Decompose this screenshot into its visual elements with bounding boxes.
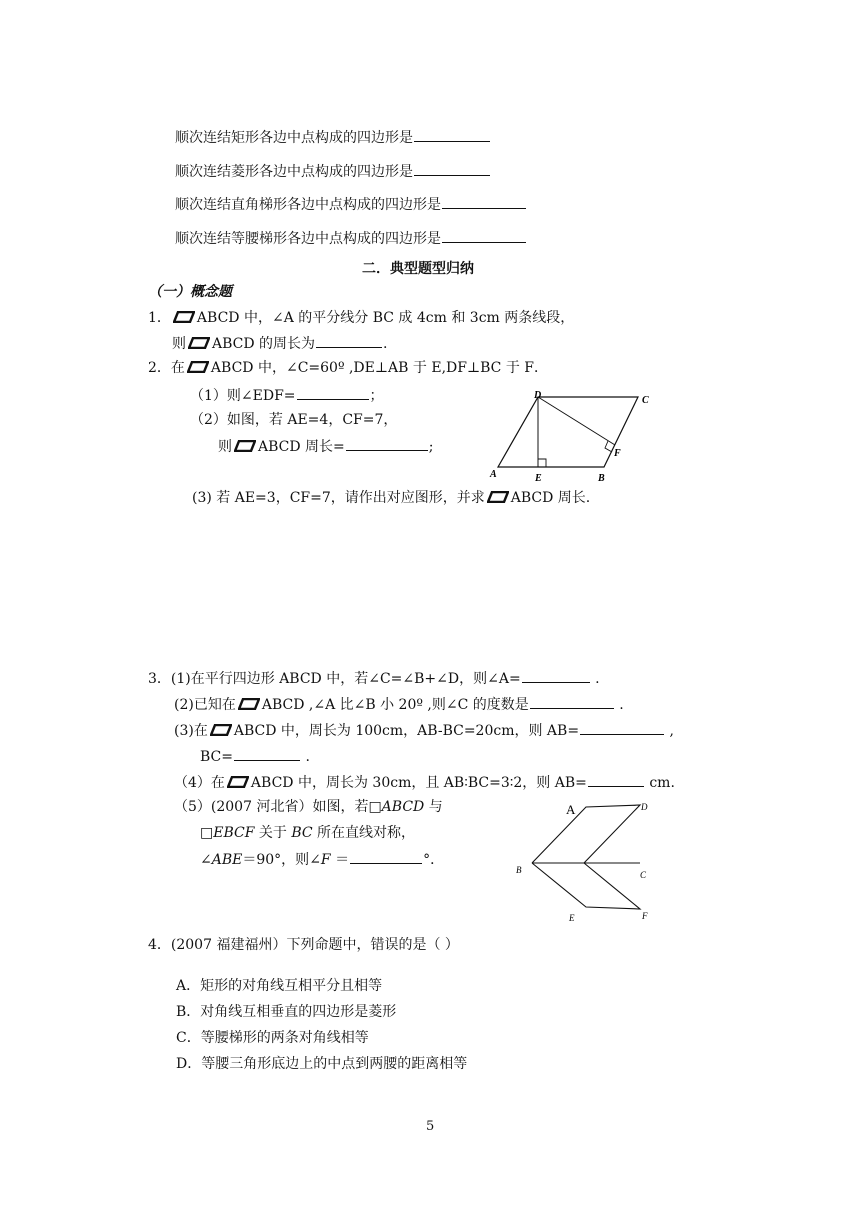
q3-part5-line1: （5）(2007 河北省）如图，若□ABCD 与 <box>174 799 443 815</box>
q4-option-a[interactable]: A．矩形的对角线互相平分且相等 <box>176 978 383 994</box>
q3-part1: 3．(1)在平行四边形 ABCD 中，若∠C=∠B+∠D，则∠A= . <box>148 668 600 689</box>
fill-line-right-trapezoid: 顺次连结直角梯形各边中点构成的四边形是 <box>175 194 527 215</box>
q4-stem: 4．(2007 福建福州）下列命题中，错误的是（ ） <box>148 937 459 953</box>
sub-heading: （一）概念题 <box>148 284 232 300</box>
answer-blank[interactable] <box>234 746 300 761</box>
answer-blank[interactable] <box>350 849 422 864</box>
q4-option-b[interactable]: B．对角线互相垂直的四边形是菱形 <box>176 1004 397 1020</box>
answer-blank[interactable] <box>442 228 526 243</box>
q1-line1: 1． ABCD 中，∠A 的平分线分 BC 成 4cm 和 3cm 两条线段， <box>148 310 575 326</box>
q2-part3: (3) 若 AE=3，CF=7，请作出对应图形，并求 ABCD 周长. <box>192 490 591 506</box>
q2-parallelogram-figure <box>480 385 660 490</box>
q2-part2: （2）如图，若 AE=4，CF=7， <box>190 412 398 428</box>
label-e: E <box>535 473 542 484</box>
parallelogram-icon <box>173 311 195 323</box>
parallelogram-icon <box>188 337 210 349</box>
answer-blank[interactable] <box>580 720 664 735</box>
answer-blank[interactable] <box>442 194 526 209</box>
page-number: 5 <box>426 1119 435 1134</box>
right-angle-e <box>538 459 546 467</box>
answer-blank[interactable] <box>297 385 369 400</box>
parallelogram-icon <box>234 440 256 452</box>
label-b: B <box>516 865 522 875</box>
fill-line-rhombus: 顺次连结菱形各边中点构成的四边形是 <box>175 161 491 182</box>
label-f: F <box>642 911 648 921</box>
answer-blank[interactable] <box>346 436 428 451</box>
q3-part3: (3)在 ABCD 中，周长为 100cm，AB-BC=20cm，则 AB= , <box>174 720 674 741</box>
label-e: E <box>569 913 575 923</box>
q2-part1: （1）则∠EDF= ； <box>190 385 384 406</box>
label-d: D <box>641 802 648 812</box>
q3-part5-line2: □EBCF 关于 BC 所在直线对称， <box>200 825 416 841</box>
q2-line1: 2．在 ABCD 中，∠C=60º ,DE⊥AB 于 E,DF⊥BC 于 F． <box>148 360 548 376</box>
label-b: B <box>598 473 605 484</box>
answer-blank[interactable] <box>414 127 490 142</box>
q3-part5-line3: ∠ABE＝90°，则∠F ＝ °． <box>200 849 444 870</box>
q3-symmetric-parallelograms-figure <box>510 795 670 925</box>
q1-line2: 则 ABCD 的周长为 . <box>172 333 388 354</box>
q2-part2-perimeter: 则 ABCD 周长= ; <box>218 436 434 457</box>
q3-part3-bc: BC= . <box>200 746 310 767</box>
parallelogram-icon <box>210 724 232 736</box>
parallelogram-icon <box>187 361 209 373</box>
fill-line-isosceles-trapezoid: 顺次连结等腰梯形各边中点构成的四边形是 <box>175 228 527 249</box>
label-d: D <box>534 390 542 401</box>
section-heading: 二．典型题型归纳 <box>362 261 474 277</box>
label-f: F <box>614 448 621 459</box>
fill-line-rectangle: 顺次连结矩形各边中点构成的四边形是 <box>175 127 491 148</box>
parallelogram-icon <box>227 776 249 788</box>
label-a: A <box>566 802 576 817</box>
answer-blank[interactable] <box>530 694 614 709</box>
q3-part2: (2)已知在 ABCD ,∠A 比∠B 小 20º ,则∠C 的度数是 . <box>174 694 624 715</box>
answer-blank[interactable] <box>414 161 490 176</box>
segment-df <box>538 397 615 445</box>
parallelogram-icon <box>487 491 509 503</box>
parallelogram-ebcf <box>532 863 640 909</box>
q3-part4: （4）在 ABCD 中，周长为 30cm，且 AB∶BC=3∶2，则 AB= cm. <box>174 772 675 793</box>
answer-blank[interactable] <box>522 668 590 683</box>
q4-option-c[interactable]: C．等腰梯形的两条对角线相等 <box>176 1030 369 1046</box>
q4-option-d[interactable]: D．等腰三角形底边上的中点到两腰的距离相等 <box>176 1056 468 1072</box>
label-a: A <box>490 469 497 480</box>
parallelogram-abcd <box>532 805 640 863</box>
answer-blank[interactable] <box>588 772 644 787</box>
label-c: C <box>642 395 649 406</box>
label-c: C <box>640 870 647 880</box>
answer-blank[interactable] <box>316 333 382 348</box>
parallelogram-icon <box>238 698 260 710</box>
